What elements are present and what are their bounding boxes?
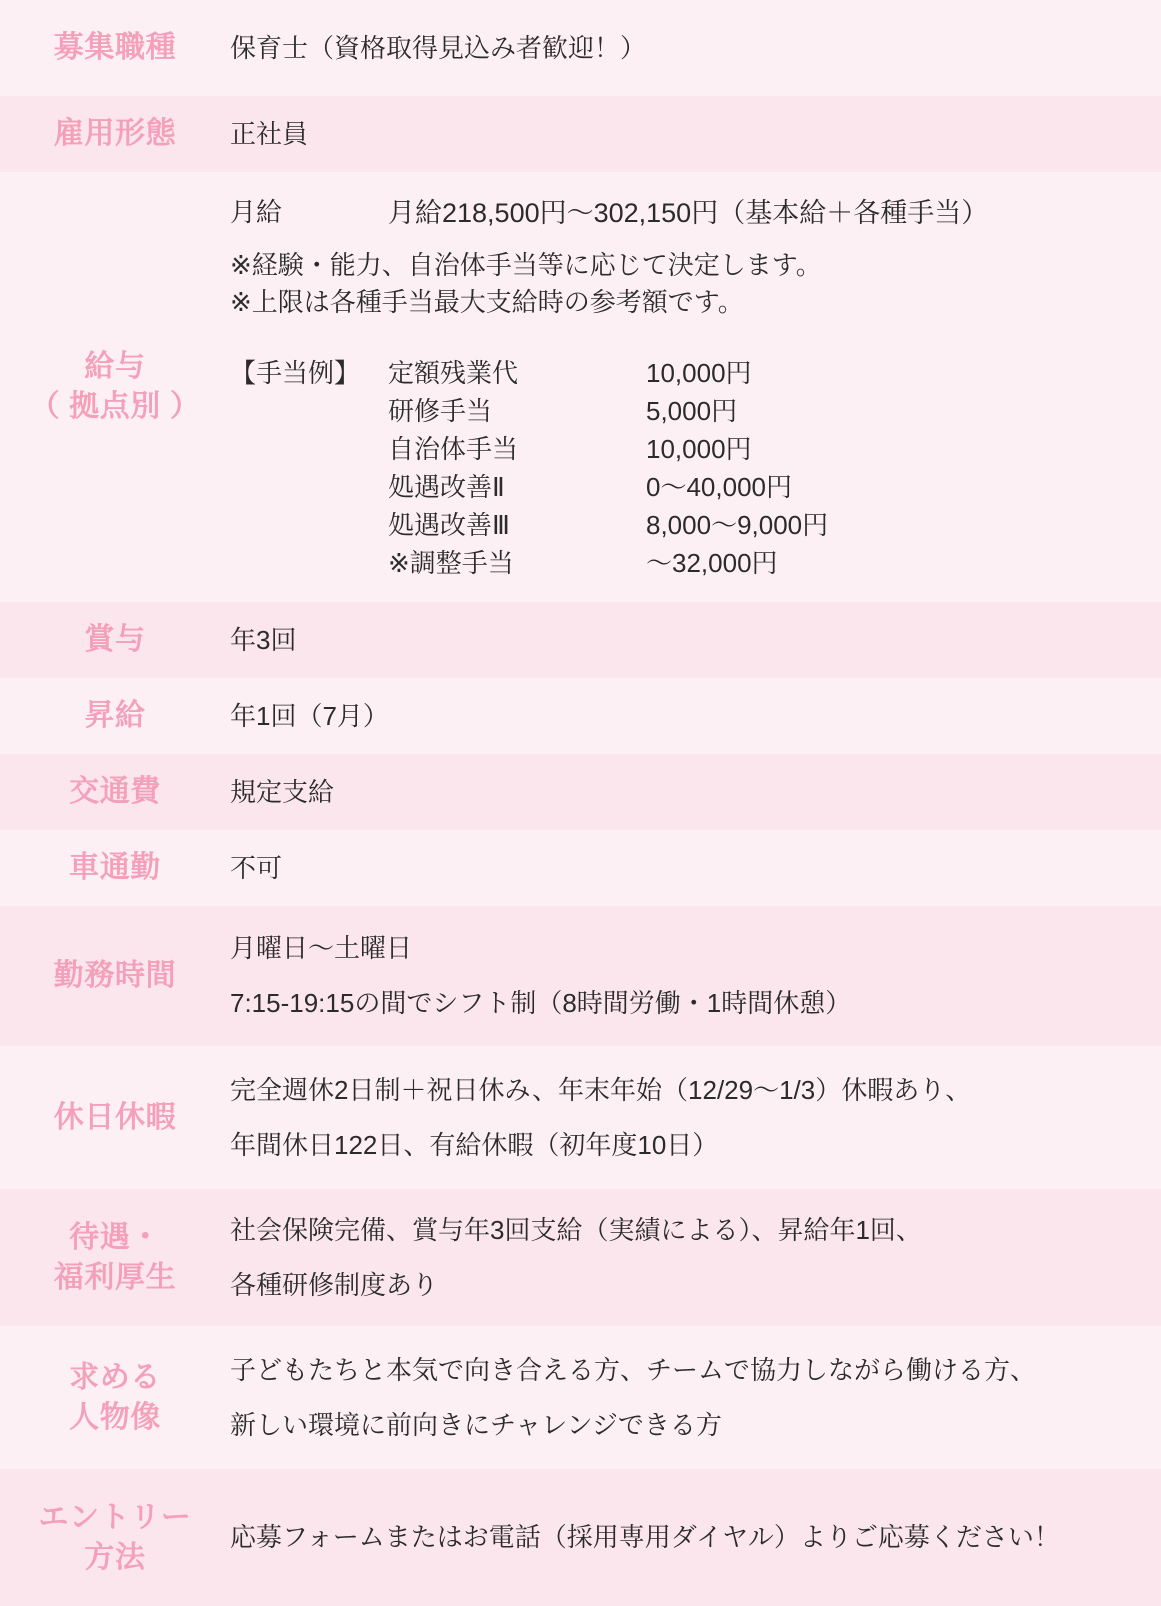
row-label-working-hours: 勤務時間 <box>53 959 177 993</box>
salary-details <box>230 191 1137 583</box>
table-row <box>388 469 828 507</box>
table-row-working-hours <box>0 906 1161 1046</box>
salary-note-1: ※経験・能力、自治体手当等に応じて決定します。 <box>230 250 822 281</box>
allowance-amount: 8,000〜9,000円 <box>646 510 829 541</box>
allowance-amount: 10,000円 <box>646 434 752 465</box>
row-value-benefits: 社会保険完備、賞与年3回支給（実績による）、昇給年1回、 各種研修制度あり <box>230 1214 922 1300</box>
salary-primary <box>230 195 1137 231</box>
allowance-name: 自治体手当 <box>388 434 519 465</box>
row-label-ideal-candidate: 求める 人物像 <box>69 1360 161 1434</box>
row-value-holidays: 完全週休2日制＋祝日休み、年末年始（12/29〜1/3）休暇あり、 年間休日122日、有給休暇（初年度10日） <box>230 1074 972 1160</box>
table-row <box>388 545 828 583</box>
salary-note-2: ※上限は各種手当最大支給時の参考額です。 <box>230 287 744 318</box>
table-row-holidays <box>0 1046 1161 1189</box>
table-row-bonus <box>0 602 1161 678</box>
row-value-transportation: 規定支給 <box>230 776 335 807</box>
table-row-benefits <box>0 1189 1161 1326</box>
table-row <box>388 355 828 393</box>
salary-amount: 月給218,500円〜302,150円（基本給＋各種手当） <box>388 198 989 229</box>
table-row-entry-method <box>0 1469 1161 1606</box>
allowance-name: 定額残業代 <box>388 358 519 389</box>
row-value-entry-method: 応募フォームまたはお電話（採用専用ダイヤル）よりご応募ください！ <box>230 1522 1060 1552</box>
row-value-working-hours: 月曜日〜土曜日 7:15-19:15の間でシフト制（8時間労働・1時間休憩） <box>230 933 852 1018</box>
allowance-amount: 〜32,000円 <box>646 548 778 579</box>
allowance-name: 研修手当 <box>388 396 493 427</box>
allowance-name: 処遇改善Ⅱ <box>388 472 505 503</box>
row-label-bonus: 賞与 <box>84 623 146 657</box>
row-value-job-type: 保育士（資格取得見込み者歓迎！） <box>230 32 647 63</box>
allowance-name: ※調整手当 <box>388 548 514 579</box>
row-value-employment-type: 正社員 <box>230 118 309 149</box>
table-row-transportation <box>0 754 1161 830</box>
row-label-holidays: 休日休暇 <box>53 1100 177 1134</box>
allowance-amount: 10,000円 <box>646 358 752 389</box>
row-value-bonus: 年3回 <box>230 624 297 655</box>
row-label-benefits: 待遇・ 福利厚生 <box>53 1220 177 1294</box>
row-label-car-commute: 車通勤 <box>69 851 161 885</box>
row-label-entry-method: エントリー 方法 <box>38 1500 192 1574</box>
row-label-raise: 昇給 <box>84 699 146 733</box>
row-label-employment-type: 雇用形態 <box>53 117 177 151</box>
row-value-raise: 年1回（7月） <box>230 700 389 731</box>
table-row <box>388 431 828 469</box>
table-row-ideal-candidate <box>0 1326 1161 1469</box>
row-value-salary <box>230 172 1161 602</box>
allowance-table <box>388 355 828 583</box>
table-row <box>388 507 828 545</box>
allowance-block <box>230 355 1137 583</box>
row-value-car-commute: 不可 <box>230 852 283 883</box>
allowance-title: 【手当例】 <box>230 358 361 389</box>
row-label-job-type: 募集職種 <box>53 31 177 65</box>
row-label-salary: 給与 （ 拠点別 ） <box>29 350 201 423</box>
table-row-employment-type <box>0 96 1161 172</box>
allowance-amount: 5,000円 <box>646 396 738 427</box>
row-label-transportation: 交通費 <box>69 775 161 809</box>
allowance-amount: 0〜40,000円 <box>646 472 792 503</box>
salary-key: 月給 <box>230 197 283 228</box>
salary-notes <box>230 247 1137 321</box>
table-row-salary <box>0 172 1161 602</box>
allowance-name: 処遇改善Ⅲ <box>388 510 510 541</box>
table-row-job-type <box>0 0 1161 96</box>
row-value-ideal-candidate: 子どもたちと本気で向き合える方、チームで協力しながら働ける方、 新しい環境に前向きにチャレンジできる方 <box>230 1354 1037 1440</box>
table-row <box>388 393 828 431</box>
table-row-raise <box>0 678 1161 754</box>
table-row-car-commute <box>0 830 1161 906</box>
